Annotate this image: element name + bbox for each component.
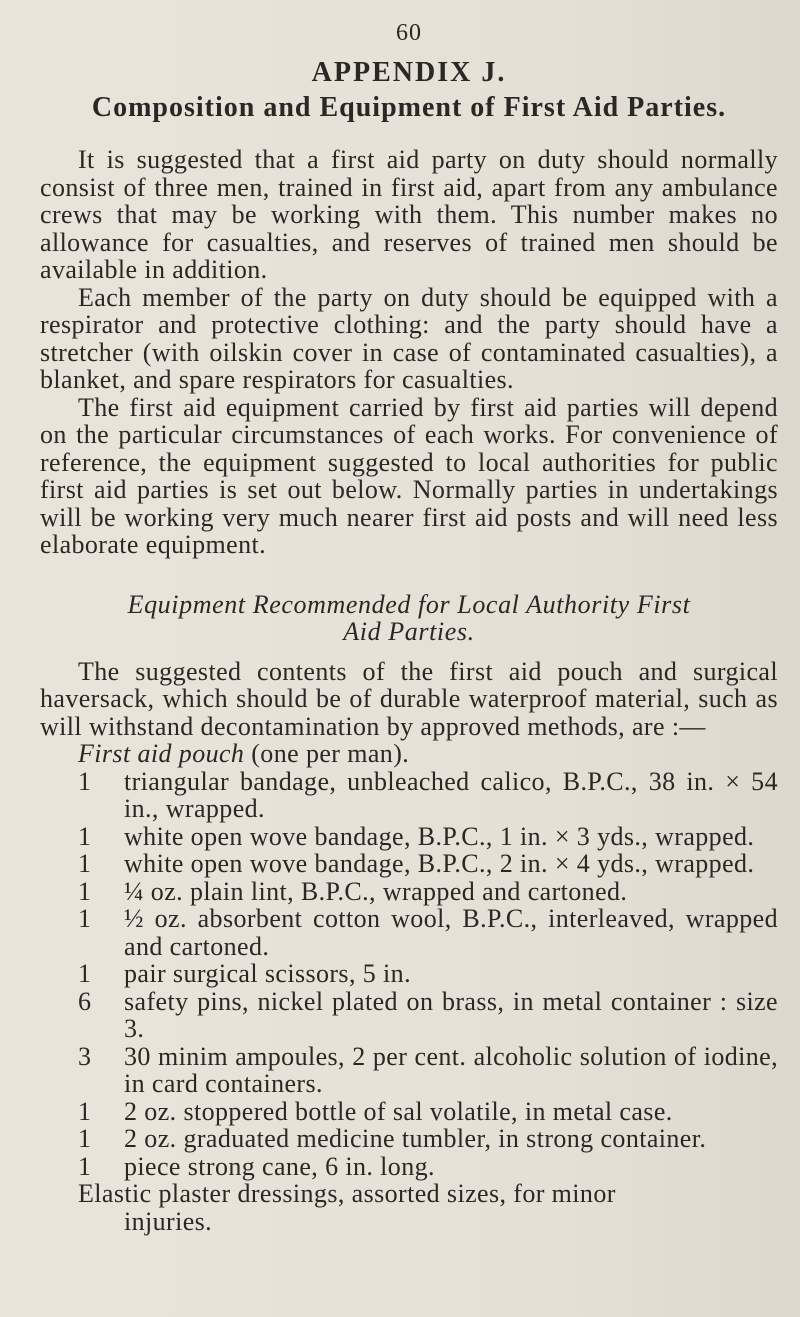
item-quantity: 1	[78, 821, 92, 851]
item-quantity: 3	[78, 1041, 92, 1071]
item-description: pair surgical scissors, 5 in.	[124, 959, 411, 988]
item-quantity: 1	[78, 766, 92, 796]
pouch-heading	[78, 740, 778, 768]
section-subheading	[40, 591, 778, 646]
list-item	[40, 988, 778, 1043]
list-item	[40, 905, 778, 960]
page-number: 60	[396, 20, 422, 46]
pouch-heading-label: First aid pouch	[78, 739, 245, 768]
list-item	[40, 1125, 778, 1153]
item-description	[40, 1180, 778, 1235]
pouch-heading-note: (one per man).	[251, 739, 410, 768]
list-item	[40, 960, 778, 988]
paragraph-party-composition: It is suggested that a first aid party on duty should normally consist of three men, trained in first aid, apart from any ambulance crews that may be working with them. This number makes no allowance for casualties, and reserves of trained men should be available in addition.	[40, 145, 778, 284]
item-second-line: injuries.	[124, 1206, 213, 1236]
item-quantity: 1	[78, 1124, 92, 1153]
list-item	[40, 768, 778, 823]
list-item	[40, 1098, 778, 1126]
item-description: white open wove bandage, B.P.C., 2 in. × 4 yds., wrapped.	[124, 849, 755, 878]
item-quantity: 1	[78, 849, 92, 878]
item-quantity: 6	[78, 986, 92, 1016]
item-description: ¼ oz. plain lint, B.P.C., wrapped and cartoned.	[124, 876, 628, 906]
item-description: 2 oz. graduated medicine tumbler, in strong container.	[124, 1124, 707, 1153]
list-item-elastic-plaster	[40, 1180, 778, 1235]
item-first-line: Elastic plaster dressings, assorted sizes, for minor	[78, 1179, 616, 1208]
paragraph-member-equipment: Each member of the party on duty should be equipped with a respirator and protective clothing: and the party should have a stretcher (with oilskin cover in case of contaminated casualties), a blanket, and spare respirators for casualties.	[40, 282, 778, 394]
item-quantity: 1	[78, 876, 92, 906]
paragraph-pouch-intro: The suggested contents of the first aid pouch and surgical haversack, which should be of durable waterproof material, such as will withstand decontamination by approved methods, are :—	[40, 656, 778, 741]
item-description: white open wove bandage, B.P.C., 1 in. × 3 yds., wrapped.	[124, 821, 755, 851]
paragraph-first-aid-equipment: The first aid equipment carried by first aid parties will depend on the particular circumstances of each works. For convenience of reference, the equipment suggested to local authorities for public first aid parties is set out below. Normally parties in undertakings will be working very much nearer first aid posts and will need less elaborate equipment.	[40, 392, 778, 559]
list-item	[40, 850, 778, 878]
equipment-list	[40, 768, 778, 1236]
item-description: safety pins, nickel plated on brass, in metal container : size 3.	[124, 986, 778, 1043]
item-description: 30 minim ampoules, 2 per cent. alcoholic solution of iodine, in card containers.	[124, 1041, 778, 1098]
list-item	[40, 878, 778, 906]
item-quantity: 1	[78, 1096, 92, 1126]
item-quantity: 1	[78, 1151, 92, 1181]
item-quantity: 1	[78, 904, 92, 933]
list-item	[40, 1043, 778, 1098]
item-description: 2 oz. stoppered bottle of sal volatile, in metal case.	[124, 1096, 673, 1126]
document-title: Composition and Equipment of First Aid Parties.	[91, 92, 727, 123]
item-description: ½ oz. absorbent cotton wool, B.P.C., interleaved, wrapped and cartoned.	[124, 904, 778, 961]
list-item	[40, 823, 778, 851]
item-description: piece strong cane, 6 in. long.	[124, 1151, 435, 1181]
subheading-line-2: Aid Parties.	[343, 617, 475, 646]
appendix-heading: APPENDIX J.	[311, 57, 507, 88]
subheading-line-1: Equipment Recommended for Local Authority First	[127, 589, 691, 619]
list-item	[40, 1153, 778, 1181]
item-quantity: 1	[78, 959, 92, 988]
item-description: triangular bandage, unbleached calico, B.P.C., 38 in. × 54 in., wrapped.	[124, 766, 778, 823]
